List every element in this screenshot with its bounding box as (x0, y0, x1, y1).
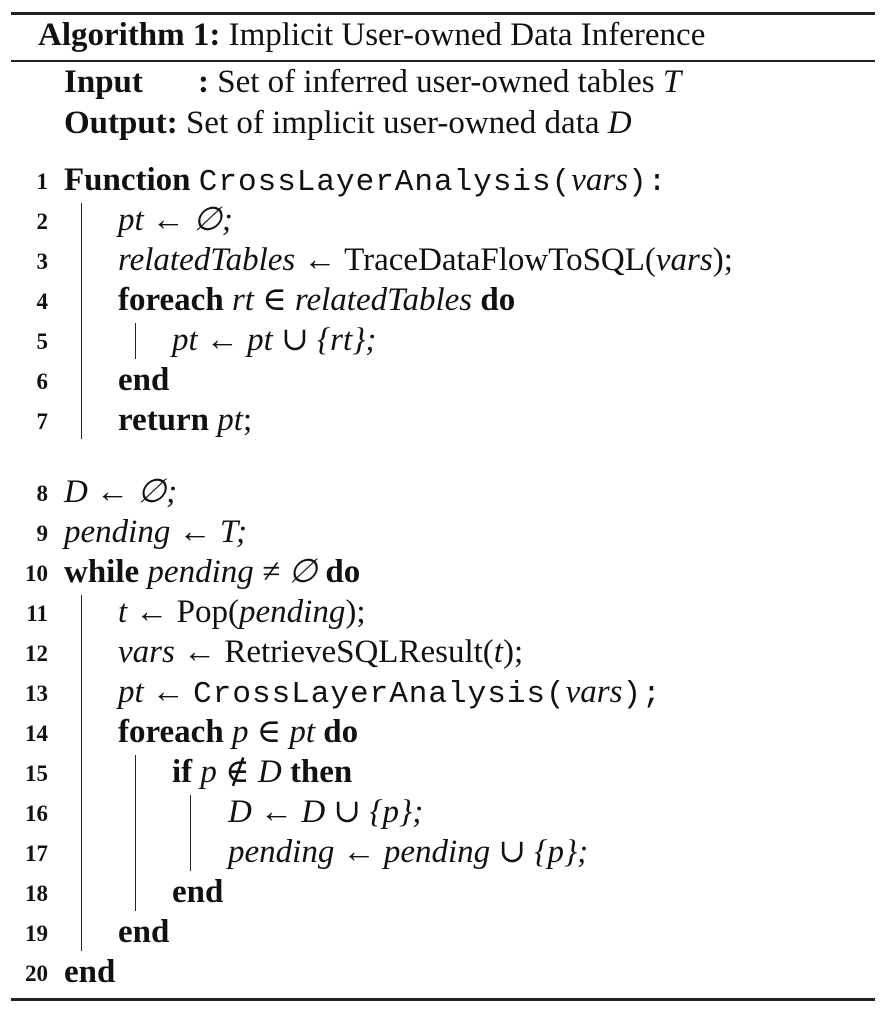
keyword-end: end (172, 874, 224, 910)
loop-expr: rt ∈ relatedTables (223, 282, 481, 318)
keyword-then: then (289, 754, 353, 790)
statement: pt ← pt ∪ {rt}; (172, 322, 377, 358)
bottom-rule (11, 998, 875, 1001)
statement: pending ← T; (64, 514, 248, 550)
line-number: 2 (36, 209, 48, 234)
line-number: 9 (36, 521, 48, 546)
return-expr: pt (209, 402, 243, 438)
keyword-do: do (480, 282, 516, 318)
input-label: Input (64, 64, 143, 100)
output-text: Set of implicit user-owned data (185, 105, 600, 141)
output-label: Output: (64, 105, 178, 141)
function-block-bar (81, 203, 82, 439)
call-close: ); (712, 242, 733, 278)
line-number: 10 (25, 561, 48, 586)
assign-arrow: ← (143, 674, 194, 710)
line-number: 13 (25, 681, 48, 706)
algorithm-label: Algorithm 1: (38, 17, 221, 53)
line-number: 7 (36, 409, 48, 434)
output-var: D (607, 105, 632, 141)
if-block-bar (190, 795, 191, 871)
assign-arrow: ← (174, 634, 225, 670)
line-number: 15 (25, 761, 48, 786)
assign-target: t (118, 594, 128, 630)
line-number: 12 (25, 641, 48, 666)
line-number: 1 (36, 169, 48, 194)
keyword-function: Function (64, 162, 191, 198)
input-spec (64, 61, 681, 103)
call-close: ); (622, 677, 662, 712)
line-number: 16 (25, 801, 48, 826)
input-text: Set of inferred user-owned tables (217, 64, 655, 100)
assign-arrow: ← (295, 242, 345, 278)
input-separator: : (198, 64, 209, 100)
line-number: 14 (25, 721, 48, 746)
assign-target: pt (118, 674, 144, 710)
loop-condition: pending ≠ ∅ (139, 554, 326, 590)
keyword-do: do (325, 554, 361, 590)
keyword-end: end (118, 362, 170, 398)
line-number: 19 (25, 921, 48, 946)
line-number: 5 (36, 329, 48, 354)
call-arg: pending (239, 594, 346, 630)
call-name: Pop( (176, 594, 240, 630)
line-number: 20 (25, 961, 48, 986)
assign-arrow: ← (127, 594, 177, 630)
while-block-bar (81, 595, 82, 951)
line-number: 18 (25, 881, 48, 906)
statement: pt ← ∅; (118, 202, 233, 238)
call-close: ); (345, 594, 366, 630)
foreach-block-bar (135, 323, 136, 359)
keyword-foreach: foreach (118, 282, 224, 318)
input-var: T (662, 64, 682, 100)
call-arg: vars (565, 674, 623, 710)
statement: D ← D ∪ {p}; (228, 794, 424, 830)
call-arg: t (493, 634, 503, 670)
keyword-while: while (64, 554, 140, 590)
call-name: TraceDataFlowToSQL( (344, 242, 656, 278)
function-arg: vars (571, 162, 629, 198)
assign-target: vars (118, 634, 175, 670)
keyword-end: end (64, 954, 116, 990)
foreach-p-block-bar (135, 755, 136, 911)
call-close: ); (502, 634, 524, 670)
algorithm-title (38, 14, 705, 56)
line-number: 6 (36, 369, 48, 394)
keyword-end: end (118, 914, 170, 950)
line-number: 17 (25, 841, 48, 866)
keyword-foreach: foreach (118, 714, 224, 750)
algorithm-name: Implicit User-owned Data Inference (228, 17, 706, 53)
function-close: ): (628, 165, 668, 200)
call-name: RetrieveSQLResult( (224, 634, 494, 670)
line-number: 8 (36, 481, 48, 506)
if-condition: p ∉ D (192, 754, 290, 790)
loop-expr: p ∈ pt (223, 714, 324, 750)
output-spec (64, 102, 632, 144)
keyword-do: do (323, 714, 359, 750)
assign-target: relatedTables (118, 242, 296, 278)
statement: pending ← pending ∪ {p}; (228, 834, 589, 870)
call-arg: vars (655, 242, 713, 278)
return-tail: ; (242, 402, 253, 438)
keyword-if: if (172, 754, 193, 790)
line-number: 3 (36, 249, 48, 274)
keyword-return: return (118, 402, 210, 438)
line-number: 11 (26, 601, 48, 626)
function-name: CrossLayerAnalysis( (193, 677, 566, 712)
statement: D ← ∅; (64, 474, 178, 510)
function-name: CrossLayerAnalysis( (198, 165, 572, 200)
line-number: 4 (36, 289, 48, 314)
